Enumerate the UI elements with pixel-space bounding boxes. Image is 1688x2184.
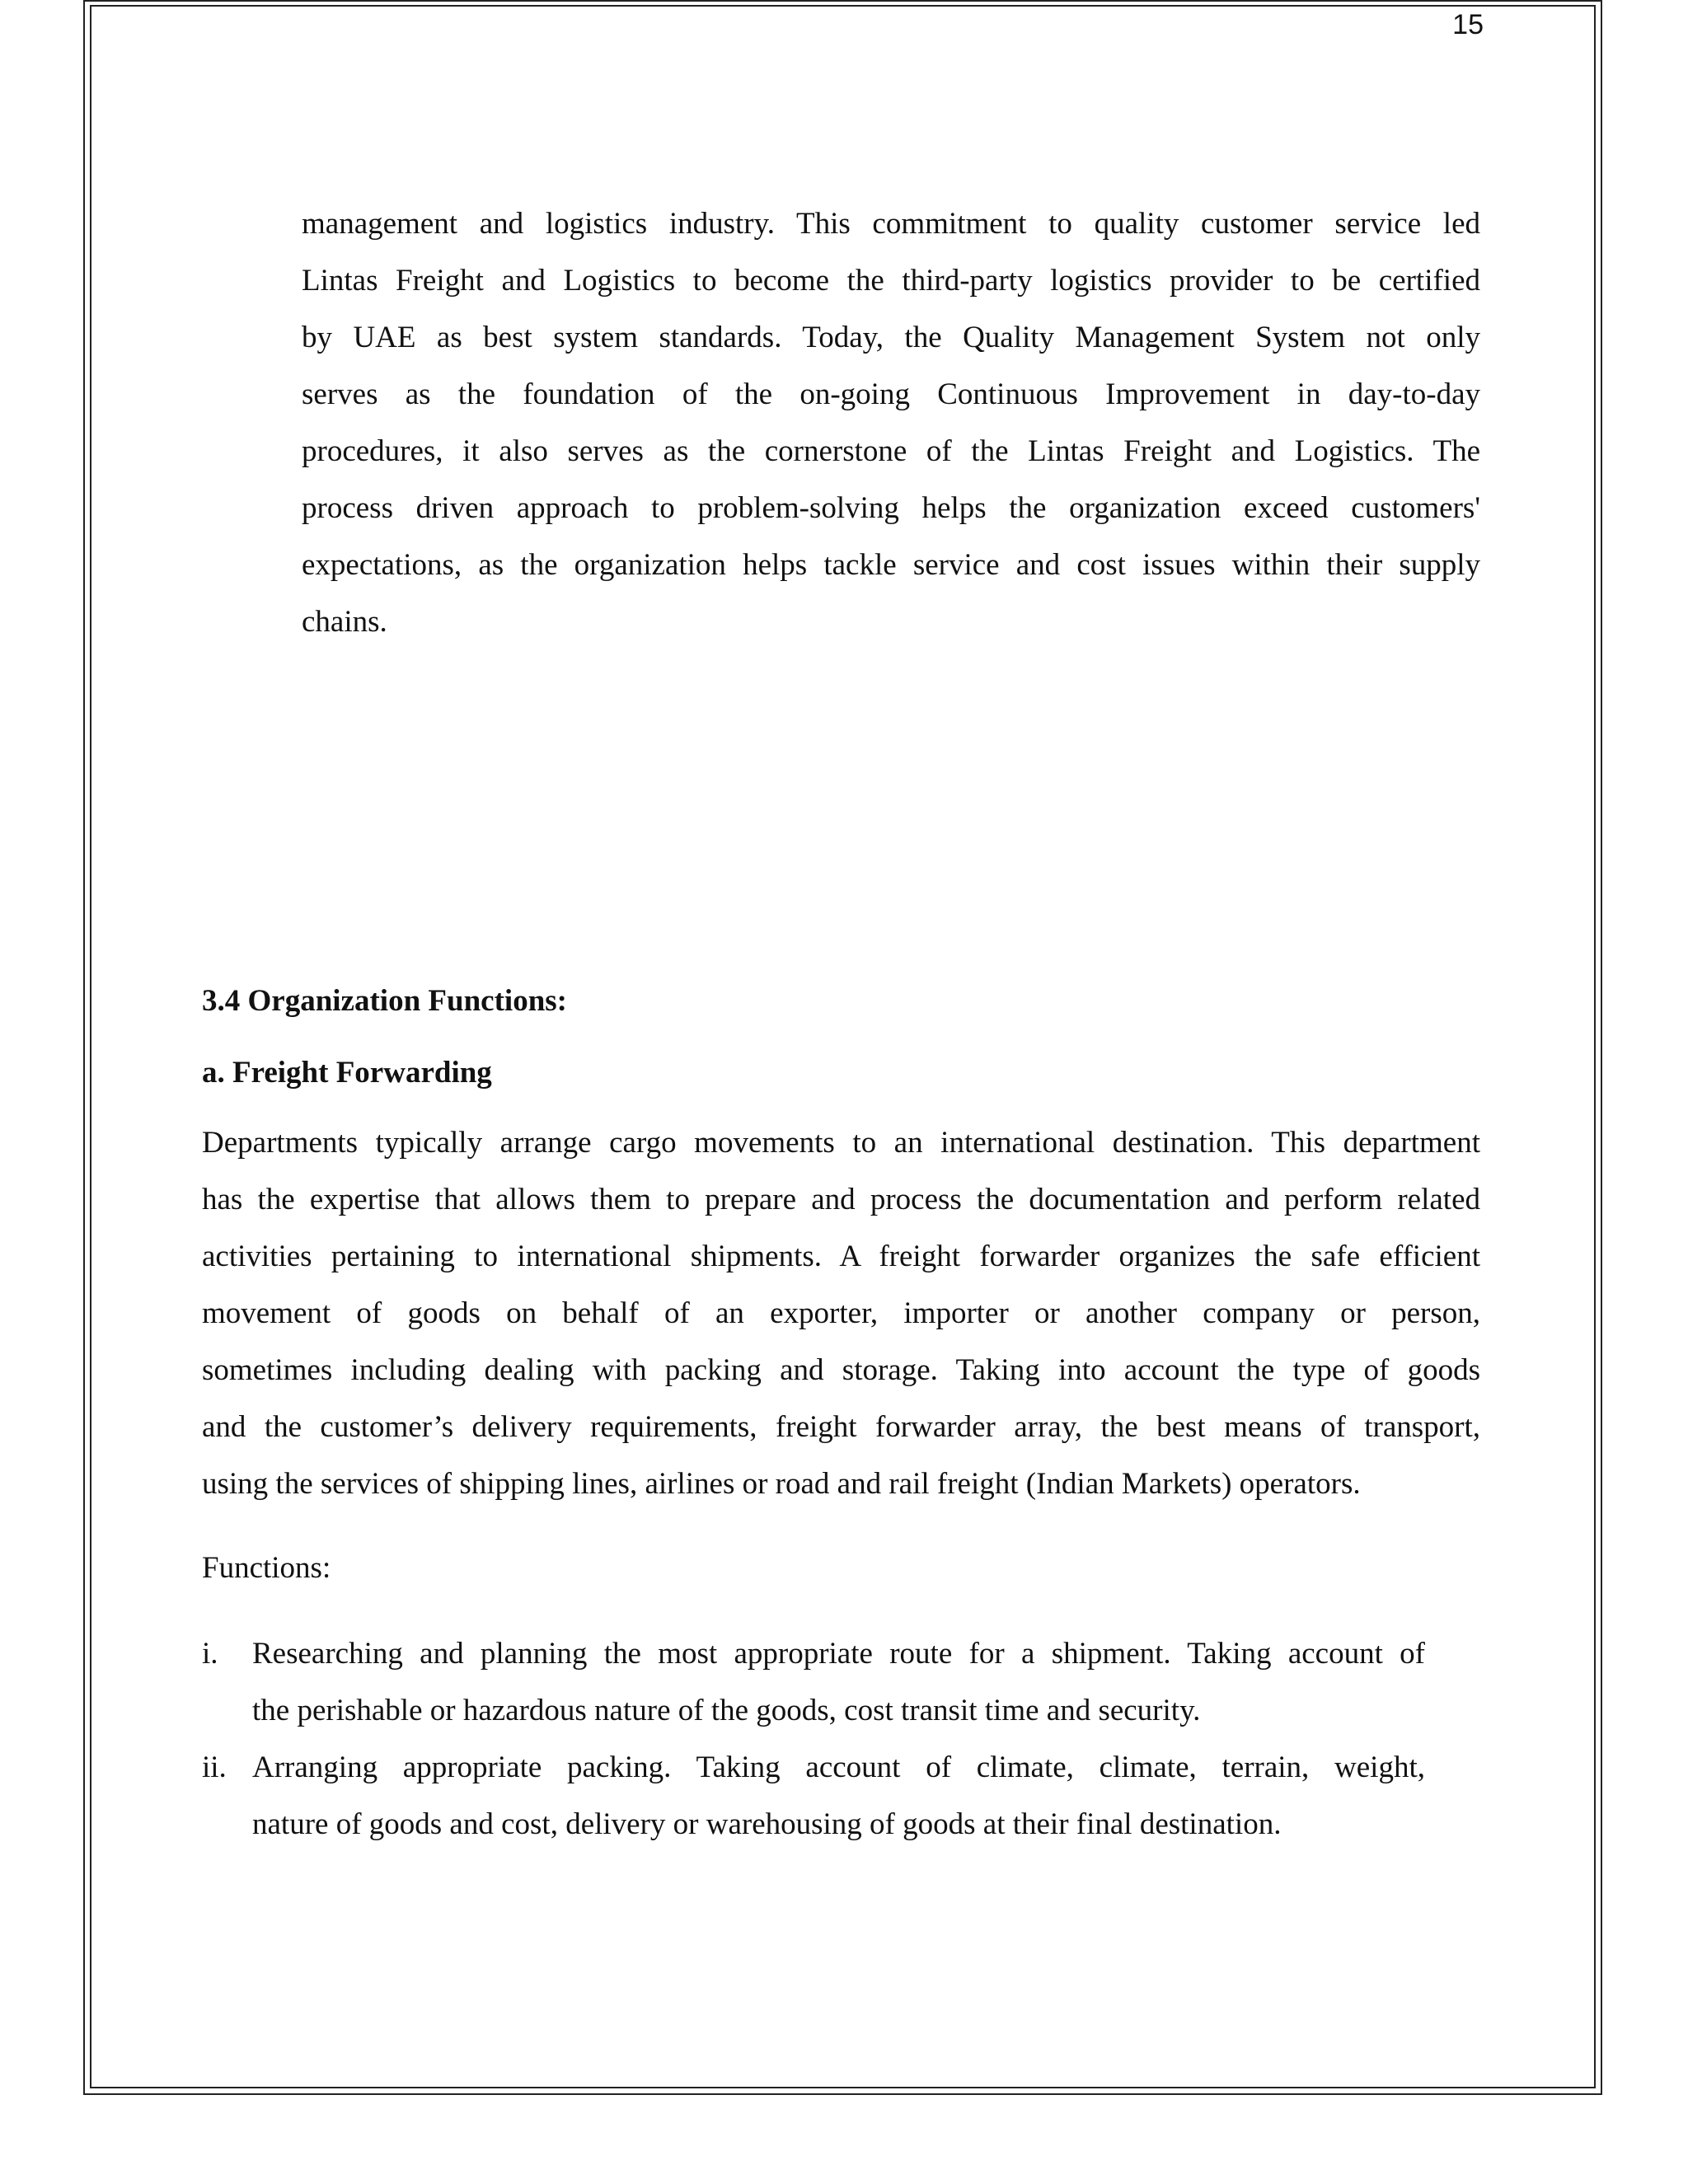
intro-line: expectations, as the organization helps tackle service and cost issues within their supply [302,548,1480,582]
list-item-text [252,1625,1425,1739]
body-line: using the services of shipping lines, airlines or road and rail freight (Indian Markets) operators. [202,1467,1361,1501]
list-item-line: nature of goods and cost, delivery or warehousing of goods at their final destination. [252,1807,1282,1841]
body-line: movement of goods on behalf of an exporter, importer or another company or person, [202,1296,1480,1330]
list-item-text [252,1739,1425,1853]
intro-line: chains. [302,605,387,639]
intro-line: serves as the foundation of the on-going Continuous Improvement in day-to-day [302,377,1480,411]
list-item-line: Arranging appropriate packing. Taking account of climate, climate, terrain, weight, [252,1750,1425,1784]
section-heading: 3.4 Organization Functions: [202,984,567,1018]
page-number: 15 [1452,9,1484,40]
list-marker: ii. [202,1750,227,1784]
body-line: and the customer’s delivery requirements, freight forwarder array, the best means of transport, [202,1410,1480,1444]
body-line: sometimes including dealing with packing and storage. Taking into account the type of goods [202,1353,1480,1387]
list-item [202,1625,1425,1739]
list-item-line: the perishable or hazardous nature of the goods, cost transit time and security. [252,1694,1201,1727]
functions-list [202,1625,1425,1853]
intro-line: process driven approach to problem-solving helps the organization exceed customers' [302,491,1480,525]
intro-line: Lintas Freight and Logistics to become the third-party logistics provider to be certified [302,264,1480,298]
freight-forwarding-paragraph [202,1114,1480,1512]
functions-label: Functions: [202,1551,331,1585]
subsection-heading: a. Freight Forwarding [202,1056,492,1090]
list-item-line: Researching and planning the most appropriate route for a shipment. Taking account of [252,1637,1425,1671]
intro-line: procedures, it also serves as the cornerstone of the Lintas Freight and Logistics. The [302,434,1480,468]
body-line: activities pertaining to international shipments. A freight forwarder organizes the safe efficient [202,1240,1480,1273]
intro-paragraph [302,195,1480,650]
list-item [202,1739,1425,1853]
body-line: has the expertise that allows them to prepare and process the documentation and perform related [202,1183,1480,1216]
intro-line: management and logistics industry. This commitment to quality customer service led [302,207,1480,241]
intro-line: by UAE as best system standards. Today, the Quality Management System not only [302,321,1480,354]
body-line: Departments typically arrange cargo movements to an international destination. This department [202,1126,1480,1160]
list-marker: i. [202,1637,218,1671]
